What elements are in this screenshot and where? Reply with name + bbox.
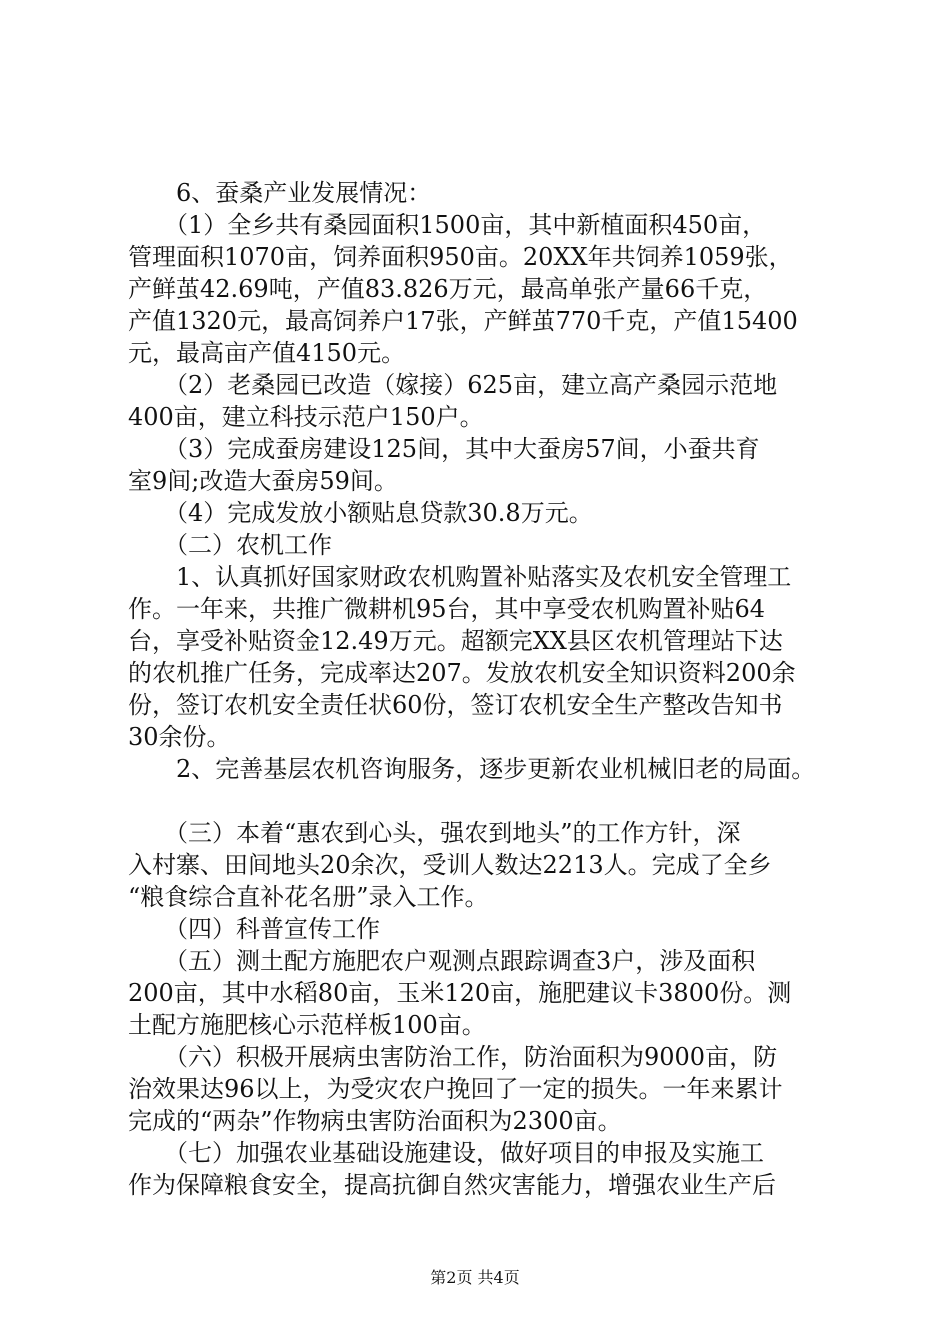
text-line: 元，最高亩产值4150元。 bbox=[128, 339, 406, 367]
text-line: （六）积极开展病虫害防治工作，防治面积为9000亩，防 bbox=[128, 1043, 778, 1071]
text-line: （3）完成蚕房建设125间，其中大蚕房57间，小蚕共育 bbox=[128, 435, 760, 463]
text-line: 治效果达96以上，为受灾农户挽回了一定的损失。一年来累计 bbox=[128, 1075, 783, 1103]
text-line: （4）完成发放小额贴息贷款30.8万元。 bbox=[128, 499, 593, 527]
text-line: 6、蚕桑产业发展情况： bbox=[128, 179, 432, 207]
text-line: 台，享受补贴资金12.49万元。超额完XX县区农机管理站下达 bbox=[128, 627, 783, 655]
text-line: （四）科普宣传工作 bbox=[128, 915, 380, 943]
text-line: （五）测土配方施肥农户观测点跟踪调查3户，涉及面积 bbox=[128, 947, 756, 975]
text-line: 1、认真抓好国家财政农机购置补贴落实及农机安全管理工 bbox=[128, 563, 792, 591]
text-line: 的农机推广任务，完成率达207。发放农机安全知识资料200余 bbox=[128, 659, 796, 687]
text-line: 室9间;改造大蚕房59间。 bbox=[128, 467, 398, 495]
text-line: 200亩，其中水稻80亩，玉米120亩，施肥建议卡3800份。测 bbox=[128, 979, 792, 1007]
text-line: 产鲜茧42.69吨，产值83.826万元，最高单张产量66千克， bbox=[128, 275, 768, 303]
text-line: “粮食综合直补花名册”录入工作。 bbox=[128, 883, 489, 911]
text-line: （七）加强农业基础设施建设，做好项目的申报及实施工 bbox=[128, 1139, 764, 1167]
text-line: 份，签订农机安全责任状60份，签订农机安全生产整改告知书 bbox=[128, 691, 783, 719]
text-line: 完成的“两杂”作物病虫害防治面积为2300亩。 bbox=[128, 1107, 622, 1135]
text-line: 400亩，建立科技示范户150户。 bbox=[128, 403, 484, 431]
text-line: （2）老桑园已改造（嫁接）625亩，建立高产桑园示范地 bbox=[128, 371, 778, 399]
text-line: （1）全乡共有桑园面积1500亩，其中新植面积450亩， bbox=[128, 211, 767, 239]
text-line: 入村寨、田间地头20余次，受训人数达2213人。完成了全乡 bbox=[128, 851, 772, 879]
text-line: 30余份。 bbox=[128, 723, 231, 751]
text-line: （二）农机工作 bbox=[128, 531, 332, 559]
text-line: （三）本着“惠农到心头，强农到地头”的工作方针，深 bbox=[128, 819, 741, 847]
text-line: 作为保障粮食安全，提高抗御自然灾害能力，增强农业生产后 bbox=[128, 1171, 776, 1199]
text-line: 土配方施肥核心示范样板100亩。 bbox=[128, 1011, 486, 1039]
page-indicator: 第2页 共4页 bbox=[430, 1268, 520, 1287]
text-line: 作。一年来，共推广微耕机95台，其中享受农机购置补贴64 bbox=[128, 595, 766, 623]
text-line: 2、完善基层农机咨询服务，逐步更新农业机械旧老的局面。 bbox=[128, 755, 816, 783]
text-line: 管理面积1070亩，饲养面积950亩。20XX年共饲养1059张， bbox=[128, 243, 793, 271]
page-footer bbox=[0, 1268, 950, 1288]
text-line: 产值1320元，最高饲养户17张，产鲜茧770千克，产值15400 bbox=[128, 307, 798, 335]
